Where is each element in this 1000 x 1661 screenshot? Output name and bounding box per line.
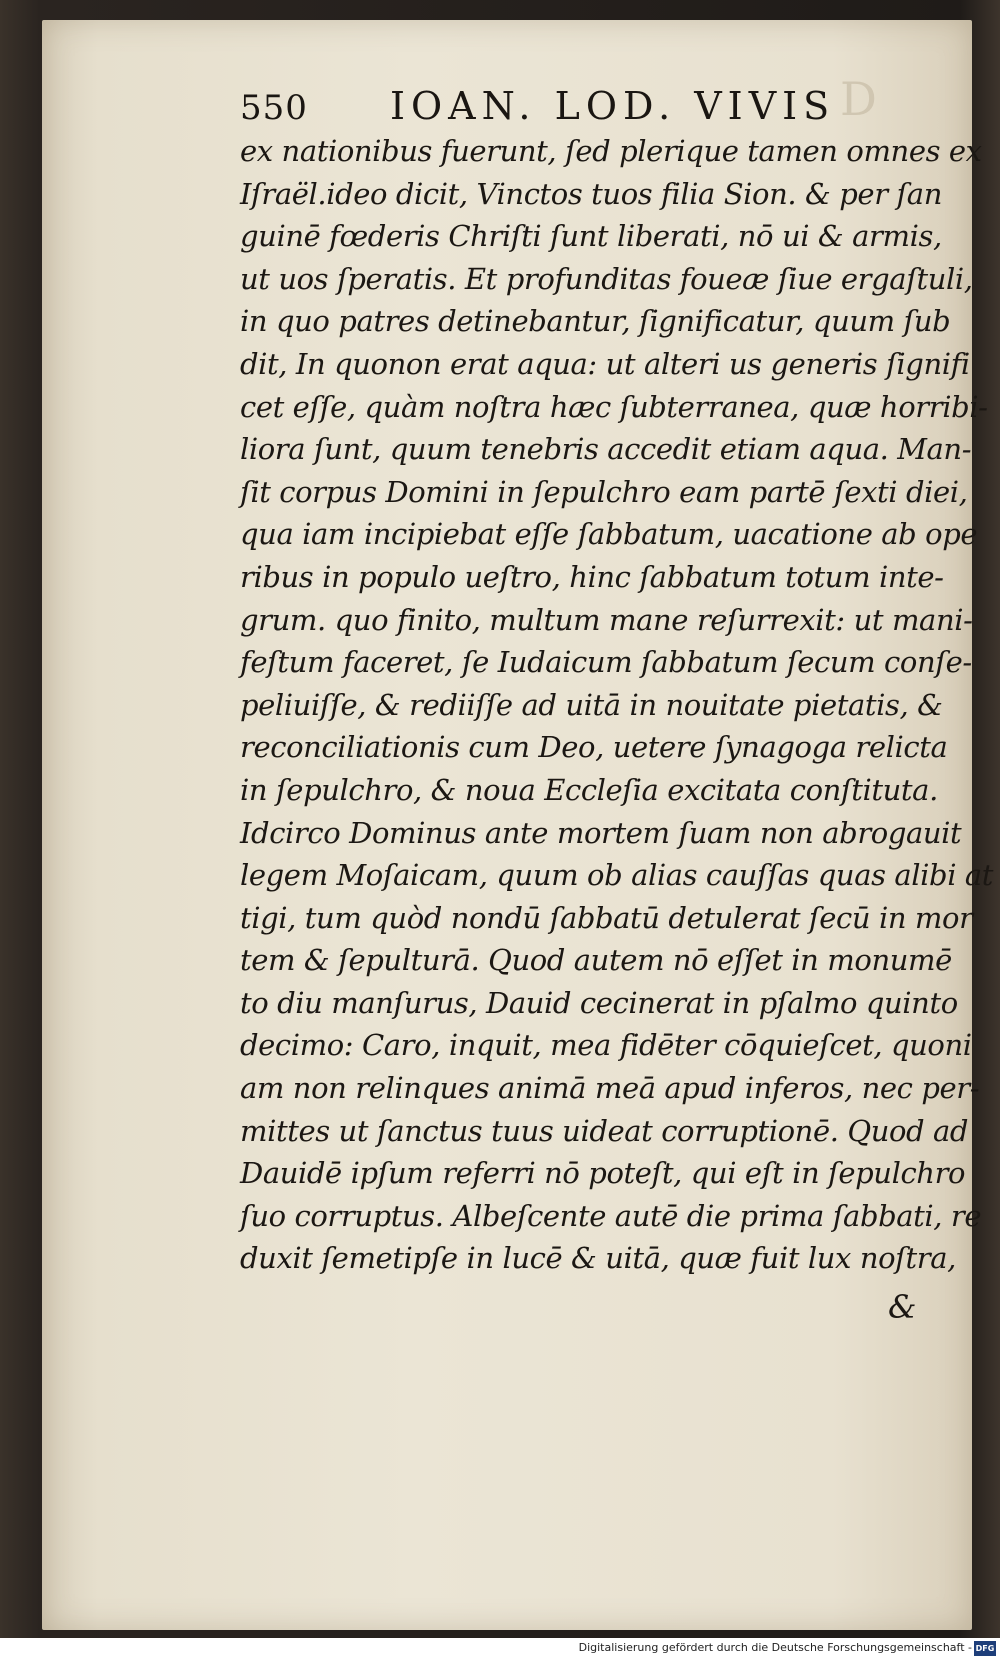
footer-bar	[0, 1638, 1000, 1661]
text-line: cet eſſe, quàm noſtra hæc ſubterranea, quæ horribi-	[240, 389, 988, 424]
catchword: &	[888, 1288, 917, 1326]
text-line: grum. quo finito, multum mane reſurrexit: ut mani-	[240, 602, 973, 637]
text-body	[240, 130, 994, 1280]
text-line: reconciliationis cum Deo, uetere ſynagoga relicta	[240, 730, 948, 765]
text-line: ſit corpus Domini in ſepulchro eam partē ſexti diei,	[240, 474, 968, 509]
text-line: in quo patres detinebantur, ſignificatur, quum ſub	[240, 304, 951, 339]
text-line: ribus in populo ueſtro, hinc ſabbatum totum inte-	[240, 559, 944, 594]
text-line: ſuo corruptus. Albeſcente autē die prima ſabbati, re	[240, 1198, 982, 1233]
text-line: to diu manſurus, Dauid cecinerat in pſalmo quinto	[240, 985, 958, 1020]
dfg-logo: DFG	[974, 1641, 996, 1656]
text-line: feſtum faceret, ſe Iudaicum ſabbatum ſecum conſe-	[240, 645, 972, 680]
text-line: decimo: Caro, inquit, mea fidēter cōquieſcet, quoni	[240, 1028, 972, 1063]
text-line: duxit ſemetipſe in lucē & uitā, quæ fuit lux noſtra,	[240, 1241, 956, 1276]
funding-credit: Digitalisierung gefördert durch die Deutsche Forschungsgemeinschaft -	[578, 1641, 972, 1654]
text-line: Idcirco Dominus ante mortem ſuam non abrogauit	[240, 815, 962, 850]
text-line: tem & ſepulturā. Quod autem nō eſſet in monumē	[240, 943, 952, 978]
text-line: in ſepulchro, & noua Eccleſia excitata conſtituta.	[240, 772, 938, 807]
text-line: guinē fœderis Chriſti ſunt liberati, nō ui & armis,	[240, 219, 942, 254]
text-line: Iſraël.ideo dicit, Vinctos tuos filia Sion. & per ſan	[240, 176, 942, 211]
text-line: peliuiſſe, & rediiſſe ad uitā in nouitate pietatis, &	[240, 687, 943, 722]
page-number: 550	[240, 88, 308, 128]
text-line: ex nationibus fuerunt, ſed plerique tamen omnes ex	[240, 134, 982, 168]
text-line: tigi, tum quòd nondū ſabbatū detulerat ſecū in mor	[240, 900, 973, 935]
running-title: IOAN. LOD. VIVIS	[390, 84, 836, 128]
text-line: dit, In quonon erat aqua: ut alteri us generis ſignifi	[240, 346, 970, 381]
text-line: mittes ut ſanctus tuus uideat corruptionē. Quod ad	[240, 1113, 969, 1148]
text-line: qua iam incipiebat eſſe ſabbatum, uacatione ab ope	[240, 517, 978, 552]
text-line: am non relinques animā meā apud inferos, nec per-	[240, 1071, 980, 1106]
text-line: ut uos ſperatis. Et profunditas foueæ ſiue ergaſtuli,	[240, 261, 973, 296]
show-through-letter: D	[840, 72, 877, 126]
text-line: legem Moſaicam, quum ob alias cauſſas quas alibi at	[240, 858, 994, 893]
text-line: Dauidē ipſum referri nō poteſt, qui eſt in ſepulchro	[240, 1156, 966, 1191]
text-line: liora ſunt, quum tenebris accedit etiam aqua. Man-	[240, 432, 972, 467]
